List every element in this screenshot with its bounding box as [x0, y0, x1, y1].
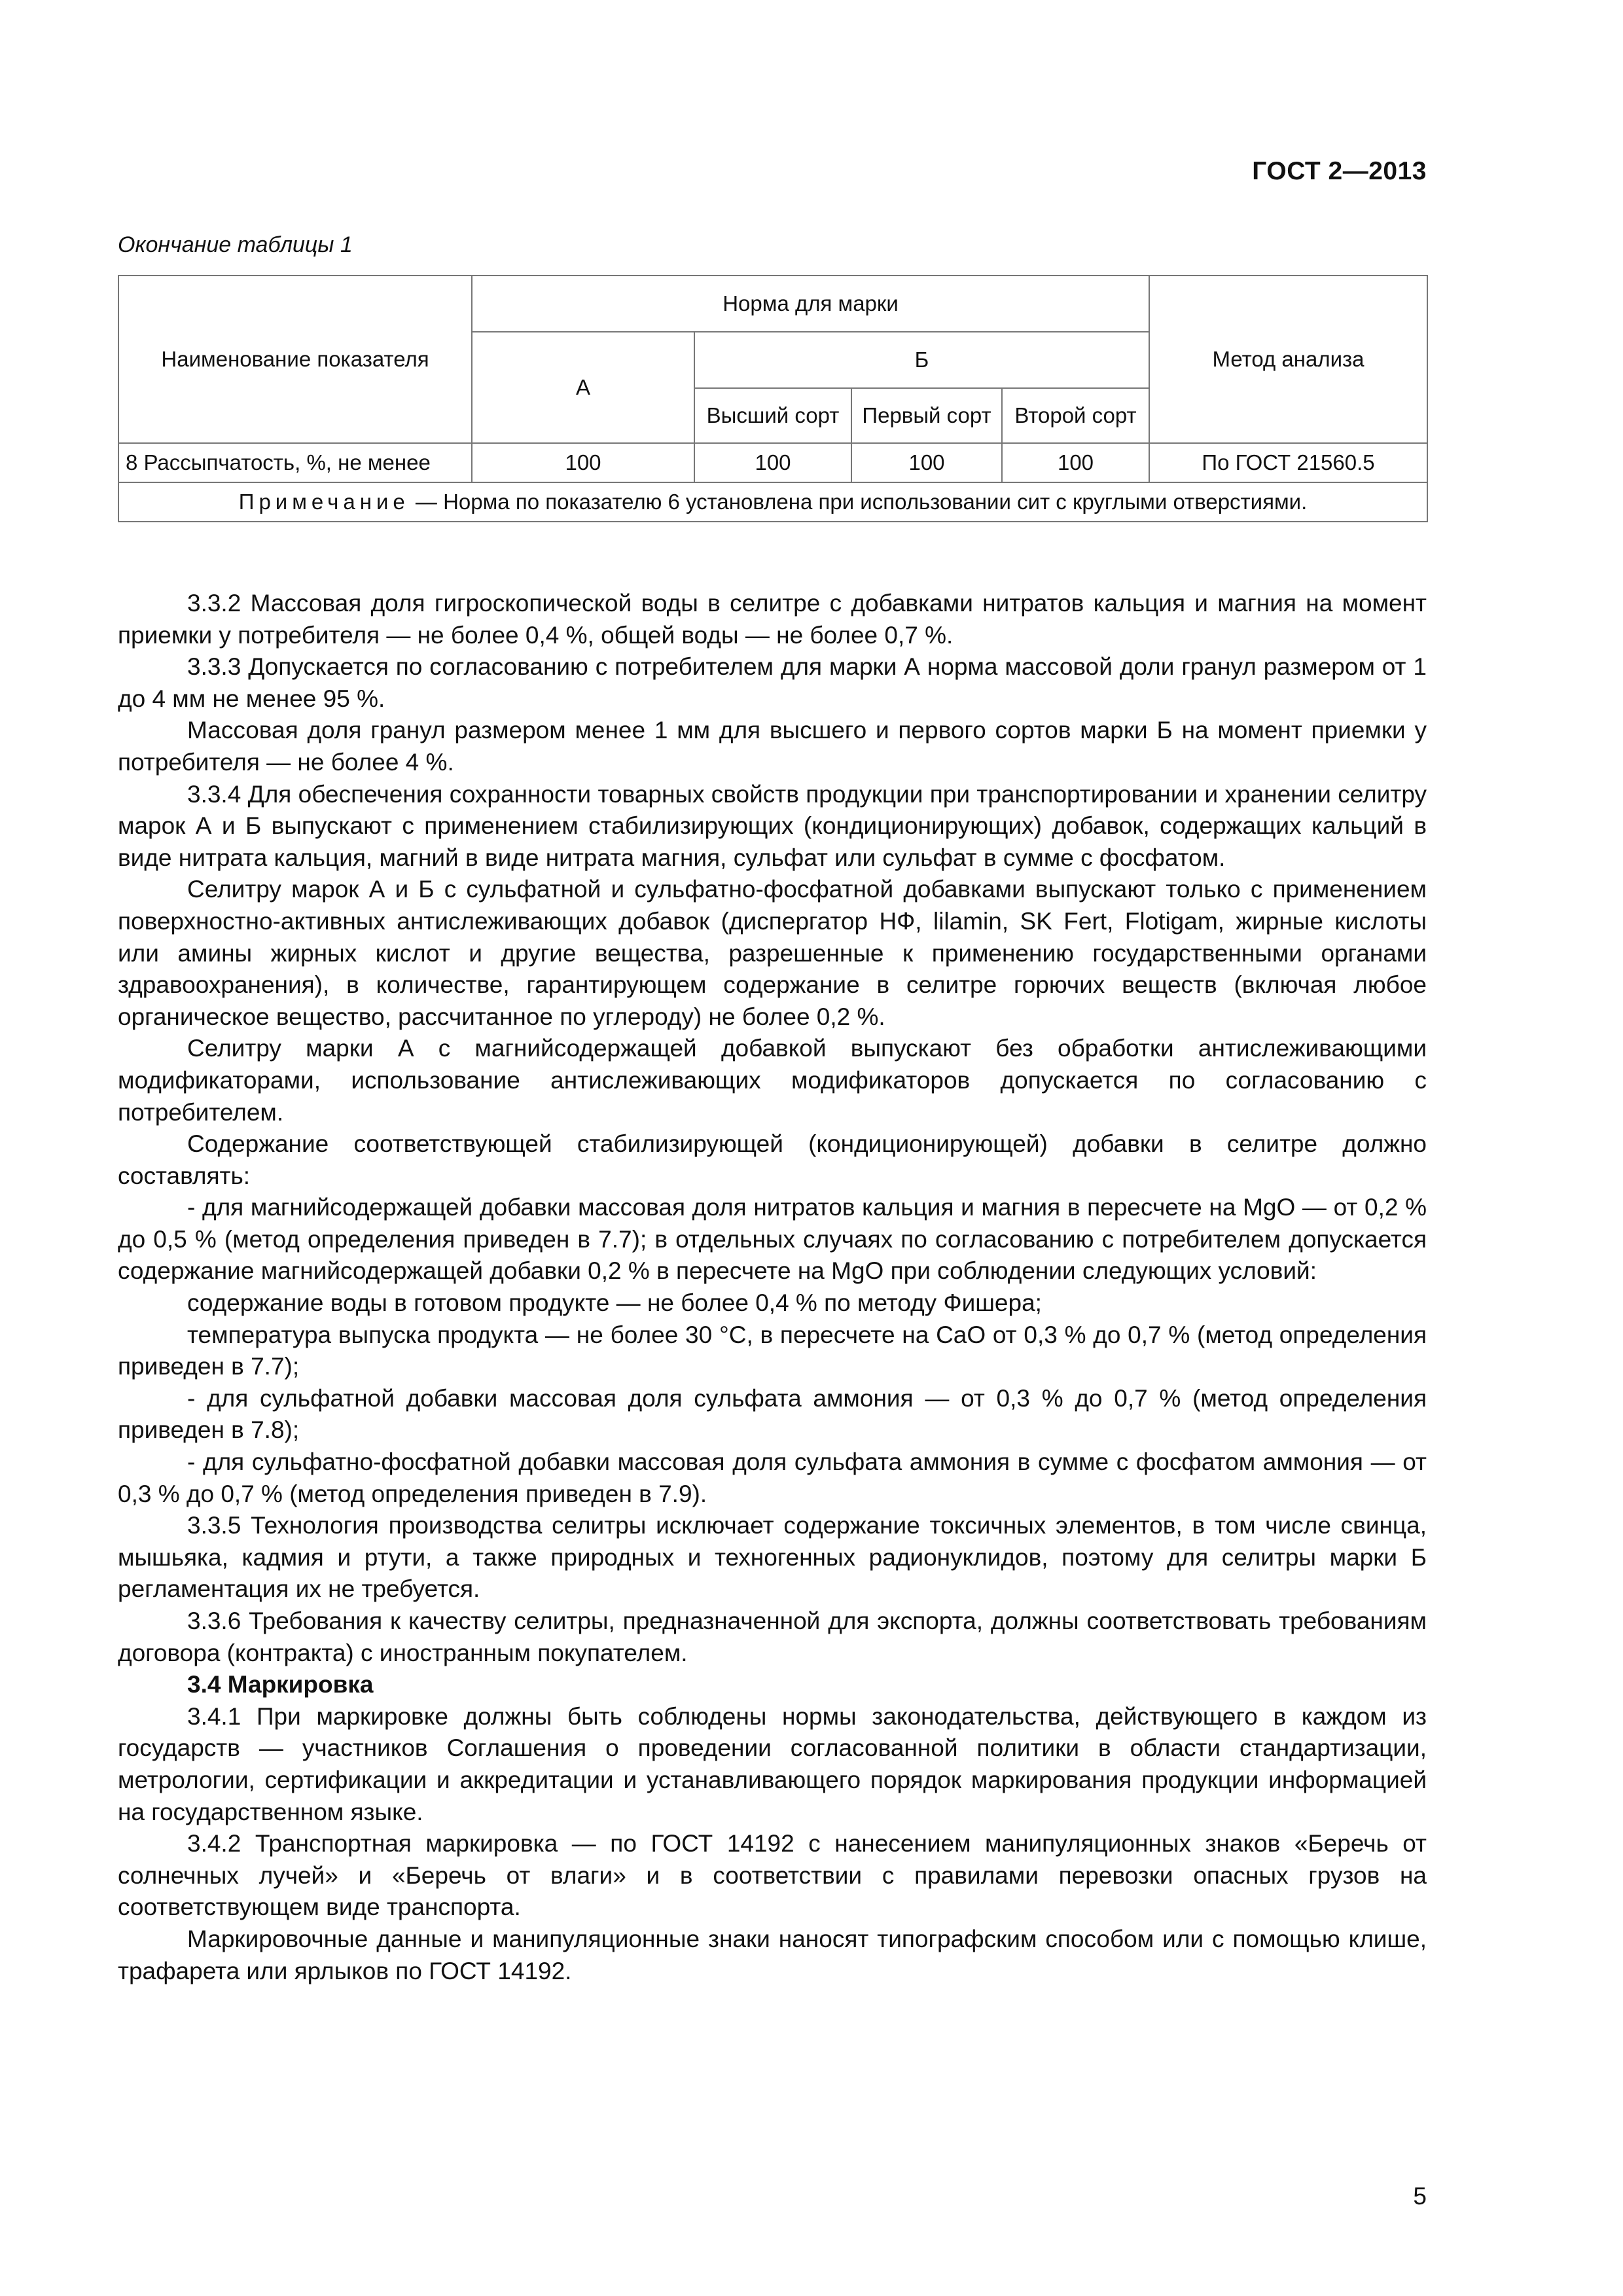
paragraph: 3.3.5 Технология производства селитры исключает содержание токсичных элементов, в том числе свинца, мышьяка, кадмия и ртути, а также природных и техногенных радионуклидов, поэтому для селитры марки Б регламентация их не требуется.: [118, 1512, 1427, 1603]
note-text: — Норма по показателю 6 установлена при использовании сит с круглыми отверстиями.: [409, 490, 1308, 514]
paragraph: Маркировочные данные и манипуляционные знаки наносят типографским способом или с помощью клише, трафарета или ярлыков по ГОСТ 14192.: [118, 1925, 1427, 1984]
header-method: Метод анализа: [1149, 276, 1427, 443]
paragraph: 3.3.2 Массовая доля гигроскопической воды в селитре с добавками нитратов кальция и магния на момент приемки у потребителя — не более 0,4 %, общей воды — не более 0,7 %.: [118, 590, 1427, 649]
table-note: [118, 482, 1427, 522]
document-code: ГОСТ 2—2013: [1252, 157, 1427, 185]
section-heading: 3.4 Маркировка: [187, 1671, 374, 1698]
row-method: По ГОСТ 21560.5: [1149, 443, 1427, 482]
row-b-top: 100: [694, 443, 851, 482]
header-b-top: Высший сорт: [694, 388, 851, 443]
paragraph: 3.3.6 Требования к качеству селитры, предназначенной для экспорта, должны соответствовать требованиям договора (контракта) с иностранным покупателем.: [118, 1607, 1427, 1666]
paragraph: - для сульфатной добавки массовая доля сульфата аммония — от 0,3 % до 0,7 % (метод определения приведен в 7.8);: [118, 1384, 1427, 1444]
table-row: [118, 443, 1427, 482]
body-text: [118, 588, 1427, 1987]
paragraph: Массовая доля гранул размером менее 1 мм для высшего и первого сортов марки Б на момент приемки у потребителя — не более 4 %.: [118, 717, 1427, 776]
paragraph: Селитру марок А и Б с сульфатной и сульфатно-фосфатной добавками выпускают только с применением поверхностно-активных антислеживающих добавок (диспергатор НФ, lilamin, SK Fert, Flotigam, жирные кислоты или амины жирных кислот и другие вещества, разрешенные к применению государственными органами здравоохранения), в количестве, гарантирующем содержание в селитре горючих веществ (включая любое органическое вещество, рассчитанное по углероду) не более 0,2 %.: [118, 876, 1427, 1030]
paragraph: содержание воды в готовом продукте — не более 0,4 % по методу Фишера;: [187, 1289, 1042, 1317]
paragraph: 3.4.1 При маркировке должны быть соблюдены нормы законодательства, действующего в каждом из государств — участников Соглашения о проведении согласованной политики в области стандартизации, метрологии, сертификации и аккредитации и устанавливающего порядок маркирования продукции информацией на государственном языке.: [118, 1702, 1427, 1825]
paragraph: Содержание соответствующей стабилизирующей (кондиционирующей) добавки в селитре должно составлять:: [118, 1130, 1427, 1189]
table-caption: Окончание таблицы 1: [118, 232, 353, 257]
row-b-second: 100: [1002, 443, 1149, 482]
specification-table: [118, 275, 1428, 522]
paragraph: 3.3.3 Допускается по согласованию с потребителем для марки А норма массовой доли гранул размером от 1 до 4 мм не менее 95 %.: [118, 653, 1427, 712]
table-note-row: [118, 482, 1427, 522]
note-lead: Примечание: [238, 490, 410, 514]
paragraph: - для сульфатно-фосфатной добавки массовая доля сульфата аммония в сумме с фосфатом аммония — от 0,3 % до 0,7 % (метод определения приведен в 7.9).: [118, 1448, 1427, 1507]
paragraph: температура выпуска продукта — не более 30 °С, в пересчете на CaO от 0,3 % до 0,7 % (метод определения приведен в 7.7);: [118, 1321, 1427, 1380]
header-grade-b: Б: [694, 332, 1149, 388]
row-b-first: 100: [851, 443, 1002, 482]
header-grade-a: А: [472, 332, 694, 443]
paragraph: Селитру марки А с магнийсодержащей добавкой выпускают без обработки антислеживающими модификаторами, использование антислеживающих модификаторов допускается по согласованию с потребителем.: [118, 1035, 1427, 1126]
row-indicator: 8 Рассыпчатость, %, не менее: [118, 443, 472, 482]
header-indicator: Наименование показателя: [118, 276, 472, 443]
header-b-second: Второй сорт: [1002, 388, 1149, 443]
paragraph: 3.3.4 Для обеспечения сохранности товарных свойств продукции при транспортировании и хранении селитру марок А и Б выпускают с применением стабилизирующих (кондиционирующих) добавок, содержащих кальций в виде нитрата кальция, магний в виде нитрата магния, сульфат или сульфат в сумме с фосфатом.: [118, 780, 1427, 871]
page-number: 5: [1413, 2183, 1427, 2210]
header-b-first: Первый сорт: [851, 388, 1002, 443]
paragraph: - для магнийсодержащей добавки массовая доля нитратов кальция и магния в пересчете на MgO — от 0,2 % до 0,5 % (метод определения приведен в 7.7); в отдельных случаях по согласованию с потребителем допускается содержание магнийсодержащей добавки 0,2 % в пересчете на MgO при соблюдении следующих условий:: [118, 1194, 1427, 1285]
header-norm-group: Норма для марки: [472, 276, 1149, 332]
row-grade-a: 100: [472, 443, 694, 482]
paragraph: 3.4.2 Транспортная маркировка — по ГОСТ 14192 с нанесением манипуляционных знаков «Беречь от солнечных лучей» и «Беречь от влаги» и в соответствии с правилами перевозки опасных грузов на соответствующем виде транспорта.: [118, 1830, 1427, 1921]
